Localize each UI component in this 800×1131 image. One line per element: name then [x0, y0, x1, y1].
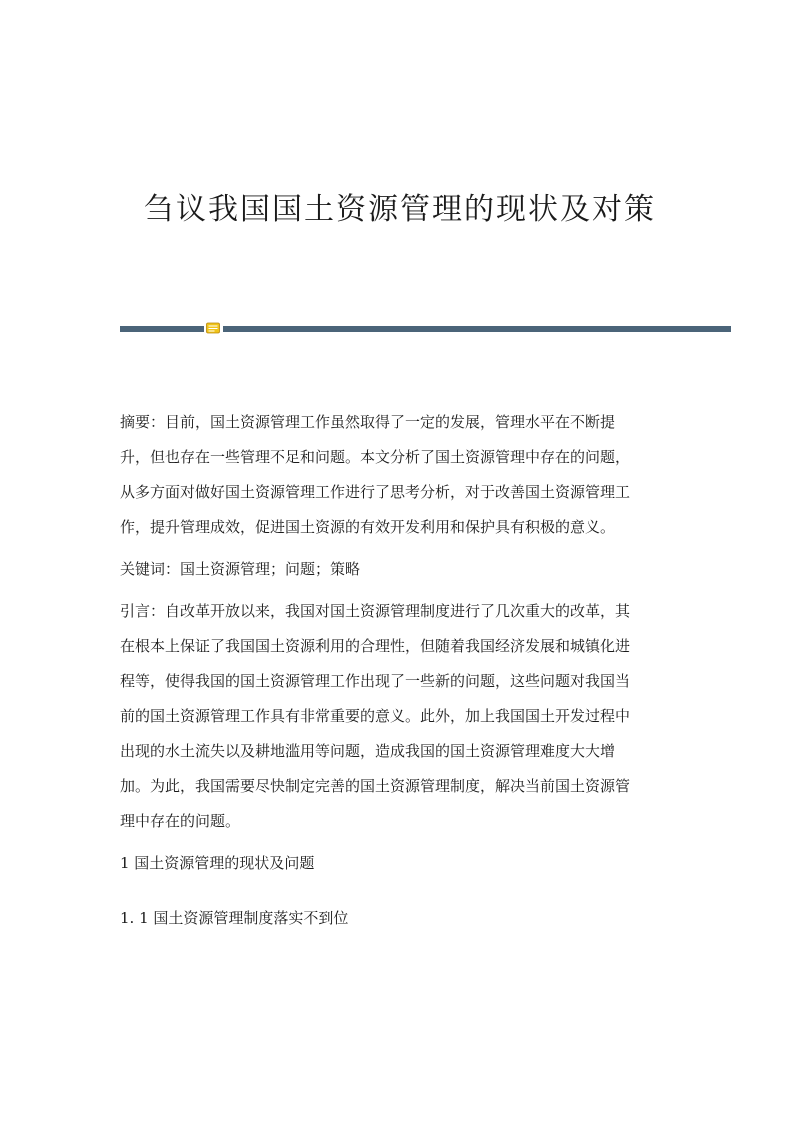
title-divider [120, 325, 731, 333]
section-heading-1 [120, 846, 680, 881]
intro-paragraph [120, 594, 680, 839]
abstract-paragraph [120, 405, 680, 545]
document-body [120, 405, 680, 956]
intro-line: 理中存在的问题。 [120, 812, 241, 830]
section-heading-text: 1. 1 国土资源管理制度落实不到位 [120, 909, 349, 927]
intro-line: 前的国土资源管理工作具有非常重要的意义。此外，加上我国国土开发过程中 [120, 707, 631, 725]
intro-line: 加。为此，我国需要尽快制定完善的国土资源管理制度，解决当前国土资源管 [120, 777, 631, 795]
section-heading-1-1 [120, 901, 680, 936]
abstract-line: 升，但也存在一些管理不足和问题。本文分析了国土资源管理中存在的问题， [120, 448, 631, 466]
intro-line: 在根本上保证了我国国土资源利用的合理性，但随着我国经济发展和城镇化进 [120, 637, 631, 655]
intro-line: 程等，使得我国的国土资源管理工作出现了一些新的问题，这些问题对我国当 [120, 672, 631, 690]
keywords-paragraph [120, 552, 680, 587]
document-title: 刍议我国国土资源管理的现状及对策 [144, 192, 656, 227]
abstract-line: 摘要：目前，国土资源管理工作虽然取得了一定的发展，管理水平在不断提 [120, 413, 616, 431]
abstract-line: 作，提升管理成效，促进国土资源的有效开发利用和保护具有积极的意义。 [120, 518, 616, 536]
intro-line: 引言：自改革开放以来，我国对国土资源管理制度进行了几次重大的改革，其 [120, 602, 631, 620]
intro-line: 出现的水土流失以及耕地滥用等问题，造成我国的国土资源管理难度大大增 [120, 742, 616, 760]
abstract-line: 从多方面对做好国土资源管理工作进行了思考分析，对于改善国土资源管理工 [120, 483, 631, 501]
divider-bar-right [223, 326, 731, 332]
document-emblem-icon [206, 322, 220, 334]
divider-bar-left [120, 326, 204, 332]
section-heading-text: 1 国土资源管理的现状及问题 [120, 854, 315, 872]
keywords-line: 关键词：国土资源管理；问题；策略 [120, 560, 361, 578]
